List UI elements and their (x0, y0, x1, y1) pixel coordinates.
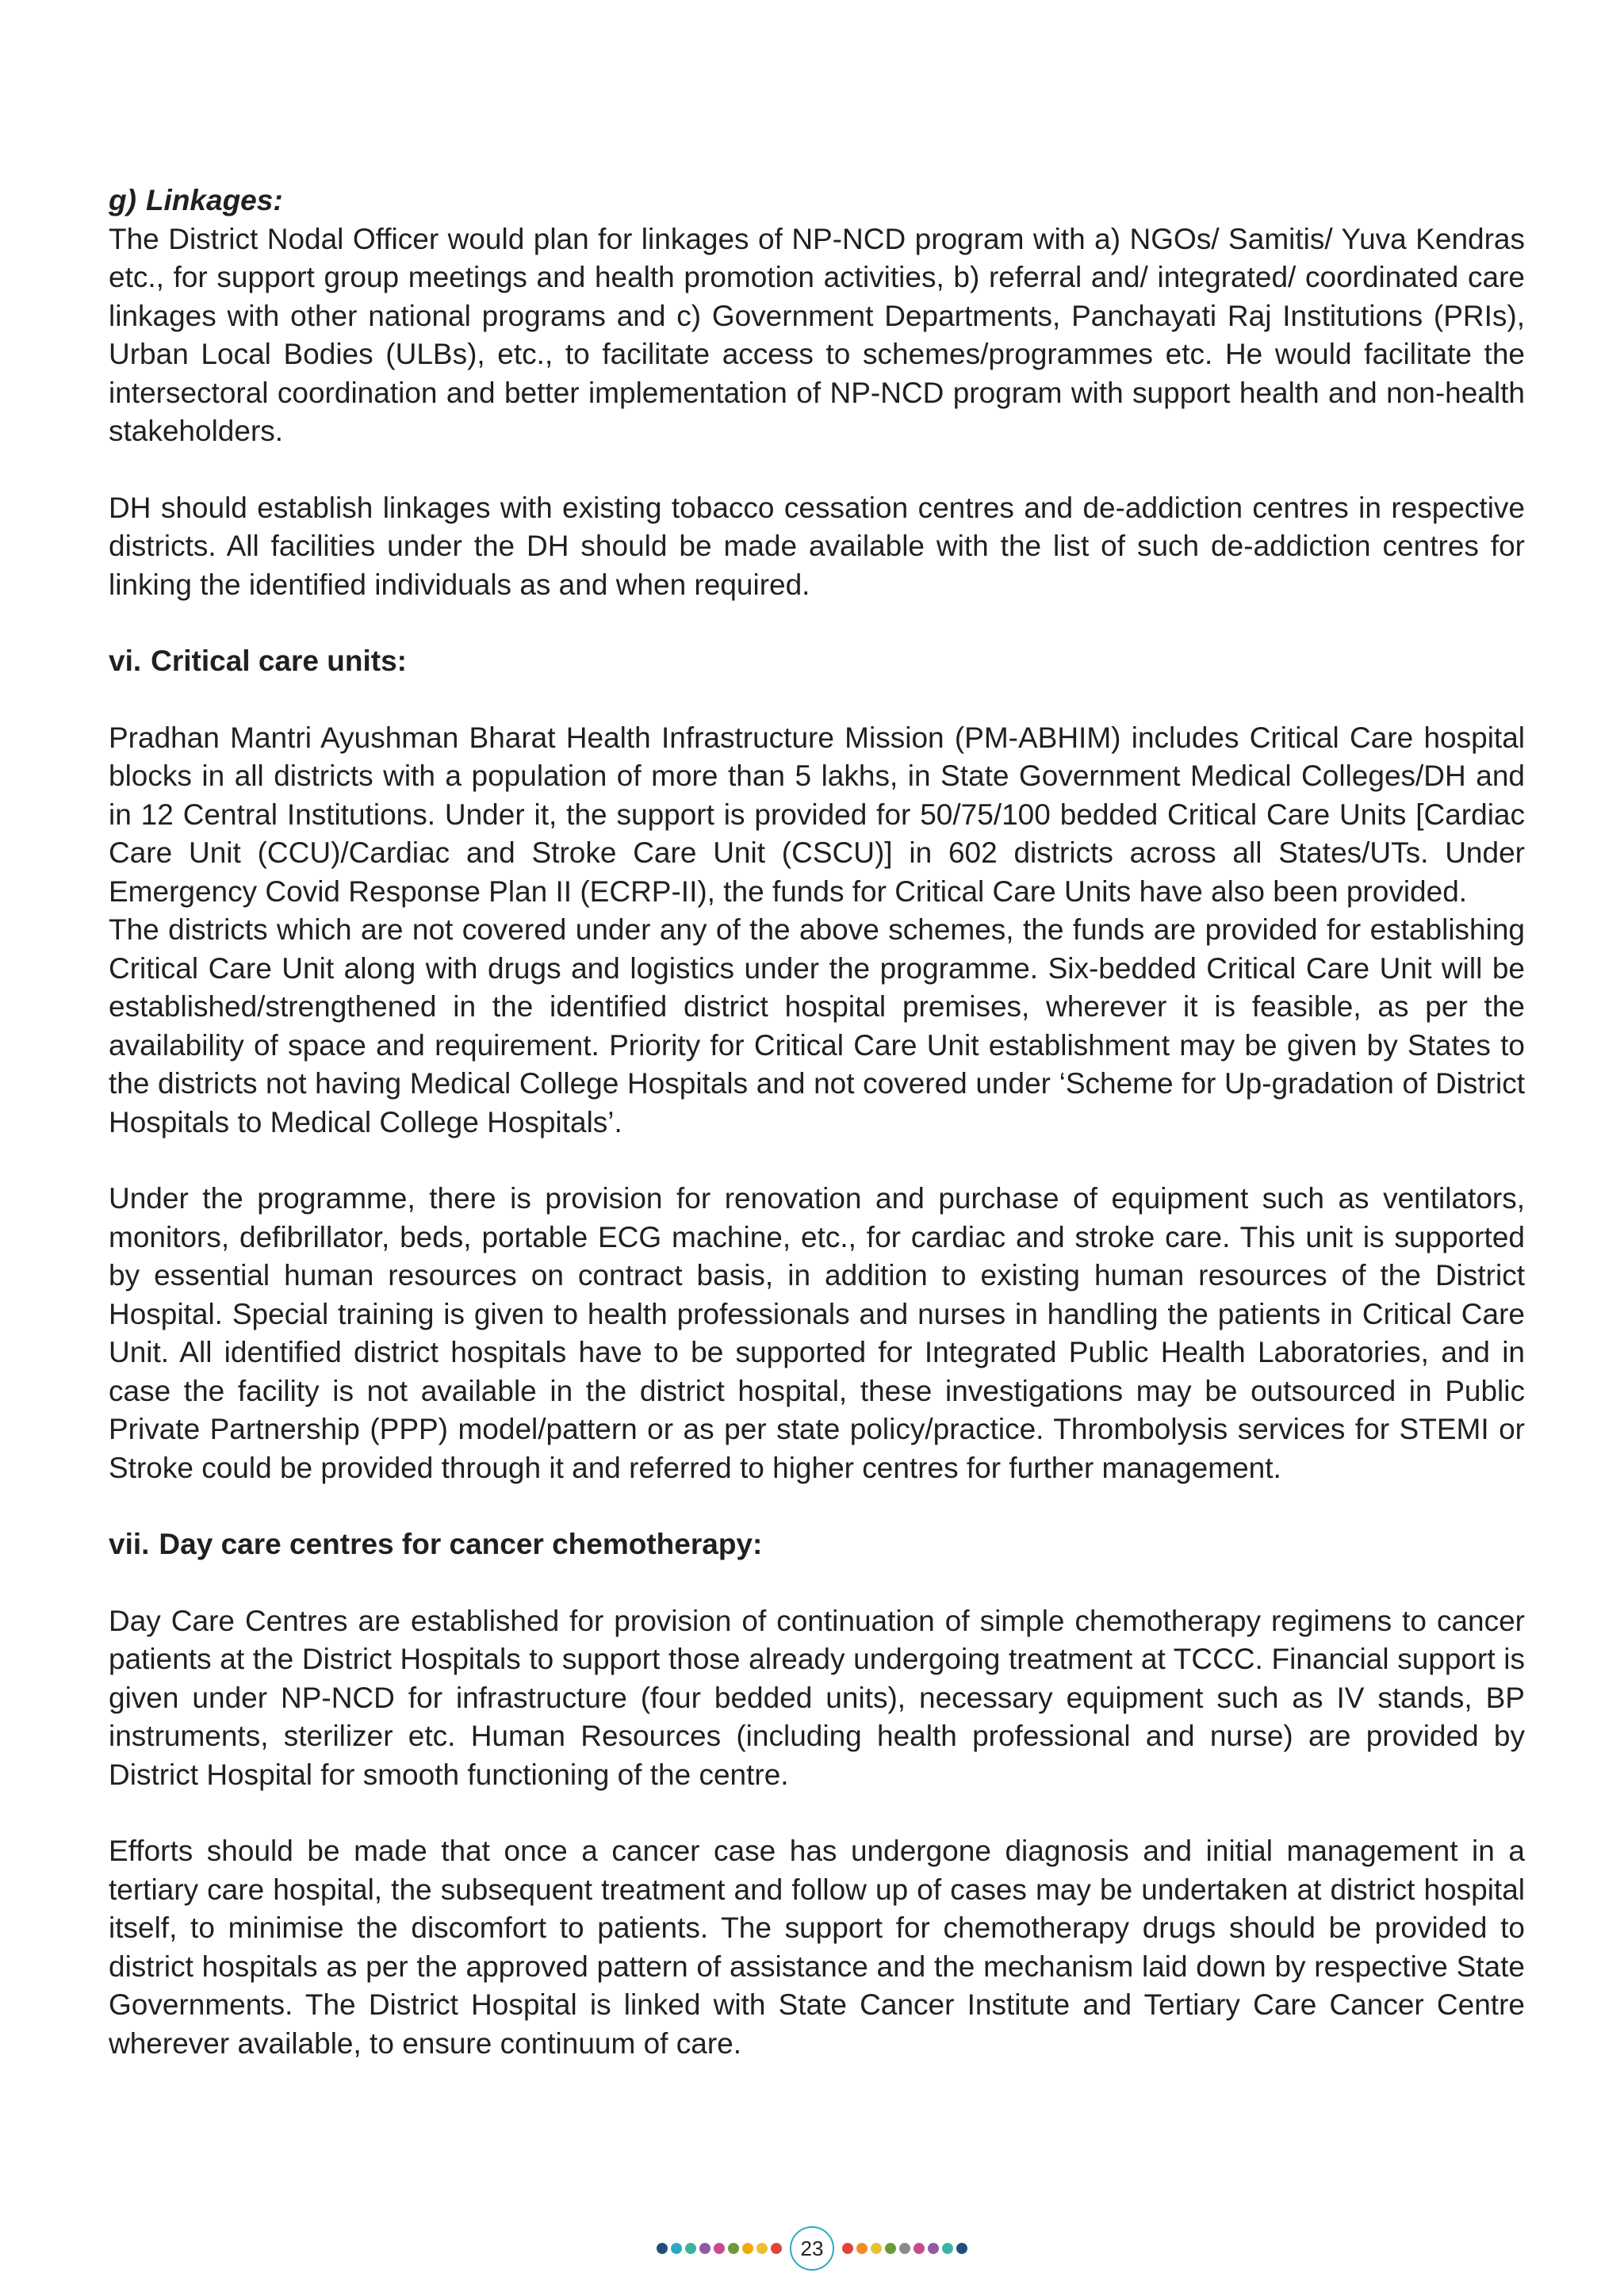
decorative-dots-right (842, 2243, 967, 2254)
section-title: Day care centres for cancer chemotherapy: (159, 1528, 763, 1560)
decorative-dot (842, 2243, 853, 2254)
decorative-dot (856, 2243, 868, 2254)
paragraph: Efforts should be made that once a cancer case has undergone diagnosis and initial management in a tertiary care hospital, the subsequent treatment and follow up of cases may be undertaken at district hospital itself, to minimise the discomfort to patients. The support for chemotherapy drugs should be provided to district hospitals as per the approved pattern of assistance and the mechanism laid down by respective State Governments. The District Hospital is linked with State Cancer Institute and Tertiary Care Cancer Centre wherever available, to ensure continuum of care. (109, 1835, 1525, 2060)
decorative-dot (771, 2243, 782, 2254)
section-number: g) (109, 184, 136, 216)
decorative-dot (699, 2243, 710, 2254)
page-content (109, 182, 1525, 2063)
decorative-dots-left (657, 2243, 782, 2254)
paragraph: Pradhan Mantri Ayushman Bharat Health Infrastructure Mission (PM-ABHIM) includes Critical Care hospital blocks in all districts with a population of more than 5 lakhs, in State Government Medical Colleges/DH and in 12 Central Institutions. Under it, the support is provided for 50/75/100 bedded Critical Care Units [Cardiac Care Unit (CCU)/Cardiac and Stroke Care Unit (CSCU)] in 602 districts across all States/UTs. Under Emergency Covid Response Plan II (ECRP-II), the funds for Critical Care Units have also been provided. (109, 721, 1525, 908)
decorative-dot (899, 2243, 910, 2254)
paragraph: Under the programme, there is provision for renovation and purchase of equipment such as ventilators, monitors, defibrillator, beds, portable ECG machine, etc., for cardiac and stroke care. This unit is supported by essential human resources on contract basis, in addition to existing human resources of the District Hospital. Special training is given to health professionals and nurses in handling the patients in Critical Care Unit. All identified district hospitals have to be supported for Integrated Public Health Laboratories, and in case the facility is not available in the district hospital, these investigations may be outsourced in Public Private Partnership (PPP) model/pattern or as per state policy/practice. Thrombolysis services for STEMI or Stroke could be provided through it and referred to higher centres for further management. (109, 1182, 1525, 1484)
decorative-dot (885, 2243, 896, 2254)
paragraph: Day Care Centres are established for provision of continuation of simple chemotherapy regimens to cancer patients at the District Hospitals to support those already undergoing treatment at TCCC. Financial support is given under NP-NCD for infrastructure (four bedded units), necessary equipment such as IV stands, BP instruments, sterilizer etc. Human Resources (including health professional and nurse) are provided by District Hospital for smooth functioning of the centre. (109, 1604, 1525, 1791)
paragraph: The districts which are not covered under any of the above schemes, the funds are provided for establishing Critical Care Unit along with drugs and logistics under the programme. Six-bedded Critical Care Unit will be established/strengthened in the identified district hospital premises, wherever it is feasible, as per the availability of space and requirement. Priority for Critical Care Unit establishment may be given by States to the districts not having Medical College Hospitals and not covered under ‘Scheme for Up-gradation of District Hospitals to Medical College Hospitals’. (109, 913, 1525, 1138)
section-heading-linkages (109, 182, 1525, 220)
paragraph: The District Nodal Officer would plan for linkages of NP-NCD program with a) NGOs/ Samitis/ Yuva Kendras etc., for support group meetings and health promotion activities, b) referral and/ integrated/ coordinated care linkages with other national programs and c) Government Departments, Panchayati Raj Institutions (PRIs), Urban Local Bodies (ULBs), etc., to facilitate access to schemes/programmes etc. He would facilitate the intersectoral coordination and better implementation of NP-NCD program with support health and non-health stakeholders. (109, 222, 1525, 447)
decorative-dot (914, 2243, 925, 2254)
section-heading-critical-care (109, 642, 1525, 681)
paragraph: DH should establish linkages with existing tobacco cessation centres and de-addiction centres in respective districts. All facilities under the DH should be made available with the list of such de-addiction centres for linking the identified individuals as and when required. (109, 491, 1525, 601)
decorative-dot (871, 2243, 882, 2254)
decorative-dot (671, 2243, 682, 2254)
section-title: Critical care units: (151, 645, 407, 677)
section-title: Linkages: (145, 184, 283, 216)
decorative-dot (956, 2243, 967, 2254)
decorative-dot (685, 2243, 696, 2254)
decorative-dot (742, 2243, 753, 2254)
page-footer (0, 2221, 1624, 2276)
section-heading-day-care (109, 1525, 1525, 1564)
decorative-dot (728, 2243, 739, 2254)
decorative-dot (928, 2243, 939, 2254)
decorative-dot (942, 2243, 953, 2254)
decorative-dot (714, 2243, 725, 2254)
page-number: 23 (790, 2226, 834, 2271)
section-number: vii. (109, 1528, 150, 1560)
decorative-dot (756, 2243, 768, 2254)
section-number: vi. (109, 645, 142, 677)
decorative-dot (657, 2243, 668, 2254)
